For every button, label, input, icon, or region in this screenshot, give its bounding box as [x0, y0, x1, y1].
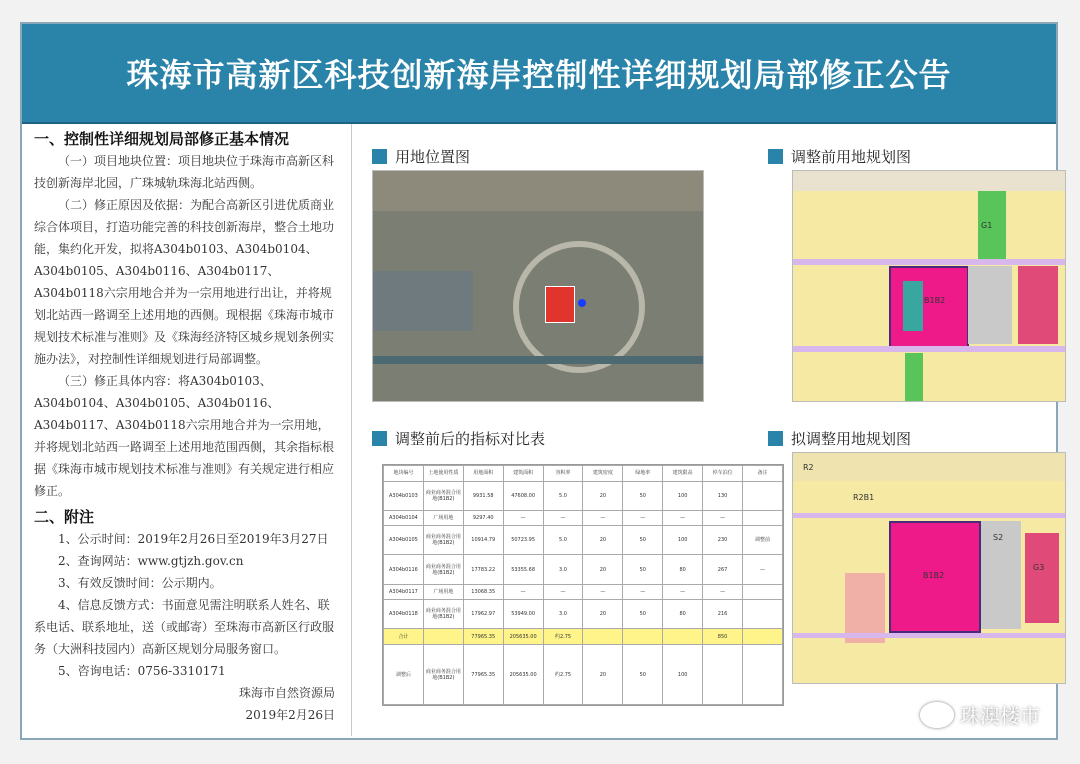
- location-map-title: 用地位置图: [372, 146, 470, 167]
- page-title: 珠海市高新区科技创新海岸控制性详细规划局部修正公告: [22, 24, 1056, 124]
- square-bullet-icon: [768, 149, 783, 164]
- notice-frame: [20, 22, 1058, 740]
- section1-title: 一、控制性详细规划局部修正基本情况: [34, 130, 290, 148]
- table-after-row: 调整后 商业商务混合用地(B1B2) 77965.35 205635.00 约2.75 20 50 100: [384, 645, 783, 705]
- table-row: A304b0117 广场用地 13068.35 — — — — — —: [384, 584, 783, 600]
- table-row: A304b0116 商业商务混合用地(B1B2) 17783.22 53355.68 3.0 20 50 80 267 —: [384, 555, 783, 584]
- issue-date: 2019年2月26日: [245, 708, 335, 722]
- note-feedback-period: 3、有效反馈时间：公示期内。: [58, 576, 222, 590]
- table-header-row: 地块编号 土地使用性质 用地面积 建筑面积 容积率 建筑密度 绿地率 建筑限高 停车泊位 备注: [384, 466, 783, 482]
- section2-title: 二、附注: [34, 508, 95, 526]
- table-total-row: 合计 77965.35 205635.00 约2.75 850: [384, 629, 783, 645]
- wechat-icon: [920, 702, 954, 728]
- left-text-panel: [24, 124, 352, 736]
- note-website: 2、查询网站：www.gtjzh.gov.cn: [58, 554, 244, 568]
- para-content: （三）修正具体内容：将A304b0103、A304b0104、A304b0105、A304b0116、A304b0117、A304b0118六宗用地合并为一宗用地，并将规划北站西一路调至上述用地范围西侧，其余指标根据《珠海市城市规划技术标准与准则》有关规定进行相应修正。: [34, 374, 335, 498]
- compare-table-title: 调整前后的指标对比表: [372, 428, 545, 449]
- note-phone: 5、咨询电话：0756-3310171: [58, 664, 226, 678]
- square-bullet-icon: [372, 431, 387, 446]
- site-before: [889, 266, 969, 348]
- para-location: （一）项目地块位置：项目地块位于珠海市高新区科技创新海岸北园，广珠城轨珠海北站西侧。: [34, 154, 335, 190]
- right-panel: [352, 124, 1054, 736]
- station-marker: [578, 299, 586, 307]
- square-bullet-icon: [372, 149, 387, 164]
- roundabout: [513, 241, 645, 373]
- before-map-title: 调整前用地规划图: [768, 146, 911, 167]
- comparison-table: [382, 464, 784, 706]
- after-plan-map: B1B2 R2 R2B1 S2 G3: [792, 452, 1066, 684]
- table-row: A304b0105 商业商务混合用地(B1B2) 10914.79 50723.95 5.0 20 50 100 230 调整前: [384, 526, 783, 555]
- table-row: A304b0104 广场用地 9297.40 — — — — — —: [384, 510, 783, 526]
- note-feedback-method: 4、信息反馈方式：书面意见需注明联系人姓名、联系电话、联系地址，送（或邮寄）至珠海市高新区行政服务（大洲科技园内）高新区规划分局服务窗口。: [34, 598, 335, 656]
- para-reason: （二）修正原因及依据：为配合高新区引进优质商业综合体项目，打造功能完善的科技创新海岸，整合土地功能，集约化开发，拟将A304b0103、A304b0104、A304b0105、A304b0116、A304b0117、A304b0118六宗用地合并为一宗用地进行出让，并将规划北站西一路调至上述用地的西侧。现根据《珠海市城市规划技术标准与准则》及《珠海经济特区城乡规划条例实施办法》，对控制性详细规划进行局部调整。: [34, 198, 335, 366]
- note-time: 1、公示时间：2019年2月26日至2019年3月27日: [58, 532, 329, 546]
- before-plan-map: B1B2 G1: [792, 170, 1066, 402]
- square-bullet-icon: [768, 431, 783, 446]
- location-satellite-map: [372, 170, 704, 402]
- site-marker: [545, 286, 575, 323]
- table-row: A304b0103 商业商务混合用地(B1B2) 9931.58 47608.00 5.0 20 50 100 130: [384, 481, 783, 510]
- after-map-title: 拟调整用地规划图: [768, 428, 911, 449]
- river: [373, 356, 703, 364]
- table-row: A304b0118 商业商务混合用地(B1B2) 17962.97 53949.00 3.0 20 50 80 216: [384, 600, 783, 629]
- watermark: 珠澳楼市: [920, 700, 1040, 729]
- issuer: 珠海市自然资源局: [238, 686, 335, 700]
